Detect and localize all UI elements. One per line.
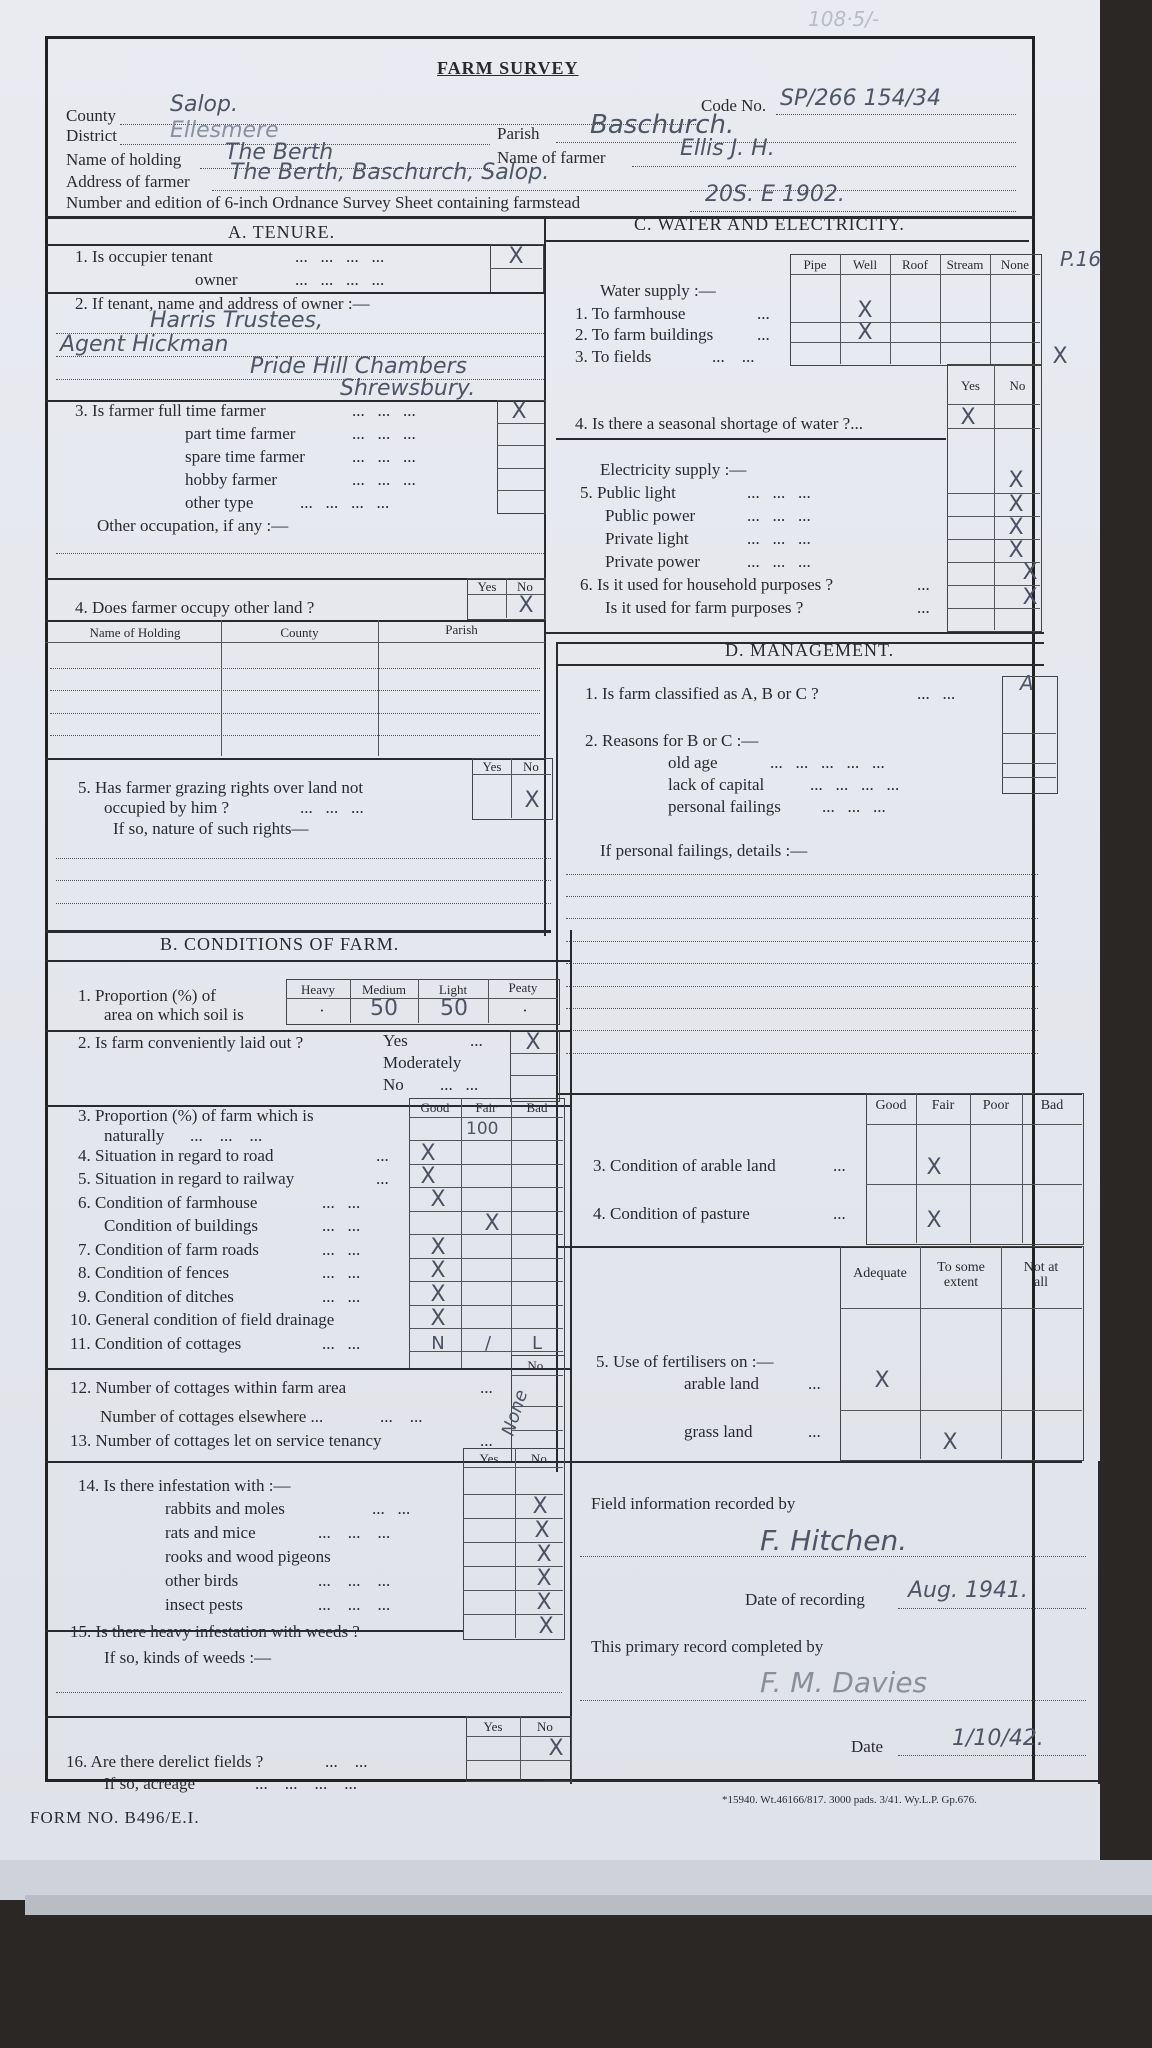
a-q2-line2: Agent Hickman <box>60 332 229 357</box>
c-elec-mark-4: X <box>1008 538 1024 563</box>
b-item-roads: 7. Condition of farm roads <box>78 1240 259 1259</box>
b-mark-cottages: N <box>431 1333 445 1354</box>
a-q3-label: 3. Is farmer full time farmer <box>75 401 266 420</box>
b-q1-label1: 1. Proportion (%) of <box>78 986 216 1005</box>
date-rec-value: Aug. 1941. <box>908 1578 1028 1603</box>
d-col-good: Good <box>875 1098 907 1113</box>
a-q4-no: No <box>517 579 533 594</box>
a-q1-owner: owner <box>195 270 238 289</box>
b-q12b-label: Number of cottages elsewhere ... <box>100 1407 324 1426</box>
section-b-title: B. CONDITIONS OF FARM. <box>160 934 400 954</box>
c-water-row-house: 1. To farmhouse <box>575 304 686 323</box>
b-mark-road: X <box>420 1141 436 1166</box>
county-label: County <box>66 106 117 125</box>
c-elec-private-light: Private light <box>605 529 689 548</box>
d-col-fair: Fair <box>931 1098 955 1113</box>
b-pest-rats: rats and mice <box>165 1523 256 1542</box>
b-q14-no: No <box>531 1451 547 1466</box>
b-soil-light: 50 <box>440 996 468 1021</box>
b-q16-yes: Yes <box>483 1719 503 1734</box>
a-q5-mark: X <box>524 788 540 813</box>
b-col-bad: Bad <box>526 1100 548 1115</box>
a-q4-col-county: County <box>280 625 319 640</box>
c-elec-public-power: Public power <box>605 506 696 525</box>
b-mark-drainage: X <box>430 1306 446 1331</box>
b-item-drainage: 10. General condition of field drainage <box>70 1310 335 1329</box>
a-q4-col-holding: Name of Holding <box>89 625 181 640</box>
b-pest-mark-2: X <box>534 1518 550 1543</box>
a-q4-mark: X <box>518 593 534 618</box>
a-q1-label: 1. Is occupier tenant <box>75 247 213 266</box>
c-elec-mark-5: X <box>1022 560 1038 585</box>
b-mark-roads: X <box>430 1235 446 1260</box>
c-elec-mark-3: X <box>1008 515 1024 540</box>
d-reason-personal: personal failings <box>668 797 781 816</box>
c-elec-mark-2: X <box>1008 492 1024 517</box>
b-cottage-note: None <box>497 1387 533 1439</box>
code-value: SP/266 154/34 <box>780 86 942 111</box>
form-title: FARM SURVEY <box>437 58 579 78</box>
b-soil-medium: 50 <box>370 996 398 1021</box>
a-q3-full-mark: X <box>511 399 527 424</box>
c-col-pipe: Pipe <box>803 257 827 272</box>
a-q3-hobby: hobby farmer <box>185 470 278 489</box>
farmer-label: Name of farmer <box>497 148 606 167</box>
a-q5-label1: 5. Has farmer grazing rights over land not <box>78 778 364 797</box>
holding-label: Name of holding <box>66 150 182 169</box>
code-label: Code No. <box>701 96 767 115</box>
d-q4-label: 4. Condition of pasture <box>593 1204 750 1223</box>
d-fert-arable-mark: X <box>874 1368 890 1393</box>
d-fert-col-not: Not at all <box>1023 1260 1059 1290</box>
holding-value: The Berth <box>225 140 334 165</box>
b-item-road: 4. Situation in regard to road <box>78 1146 274 1165</box>
c-col-stream: Stream <box>946 257 984 272</box>
b-q3-value: 100 <box>466 1119 499 1139</box>
b-pest-mark-5: X <box>536 1590 552 1615</box>
b-q16-no: No <box>537 1719 553 1734</box>
primary-value: F. M. Davies <box>760 1666 928 1699</box>
b-item-buildings: Condition of buildings <box>104 1216 258 1235</box>
b-pest-insects: insect pests <box>165 1595 243 1614</box>
b-item-fences: 8. Condition of fences <box>78 1263 230 1282</box>
b-item-cottages: 11. Condition of cottages <box>70 1334 242 1353</box>
b-q14-yes: Yes <box>479 1451 499 1466</box>
c-water-row-buildings: 2. To farm buildings <box>575 325 714 344</box>
d-q5-label: 5. Use of fertilisers on :— <box>596 1352 774 1371</box>
b-item-farmhouse: 6. Condition of farmhouse <box>78 1193 258 1212</box>
address-label: Address of farmer <box>66 172 190 191</box>
d-col-bad: Bad <box>1040 1098 1064 1113</box>
b-q2-label: 2. Is farm conveniently laid out ? <box>78 1033 304 1052</box>
b-pest-mark-4: X <box>536 1566 552 1591</box>
c-elec-mark-6: X <box>1022 585 1038 610</box>
d-fert-col-some: To some extent <box>937 1260 985 1290</box>
b-item-railway: 5. Situation in regard to railway <box>78 1169 295 1188</box>
d-arable-mark: X <box>926 1155 942 1180</box>
c-side-note: P.16 <box>1060 247 1102 271</box>
c-no: No <box>1009 378 1026 393</box>
b-q2-yes: Yes <box>383 1031 408 1050</box>
os-label: Number and edition of 6-inch Ordnance Survey Sheet containing farmstead <box>66 193 581 212</box>
b-q15-sub: If so, kinds of weeds :— <box>104 1648 272 1667</box>
b-pest-rooks: rooks and wood pigeons <box>165 1547 331 1566</box>
date-label: Date <box>851 1737 884 1756</box>
a-q1-tenant-mark: X <box>508 244 524 269</box>
c-q4-mark: X <box>960 405 976 430</box>
c-water-label: Water supply :— <box>600 281 716 300</box>
date-value: 1/10/42. <box>952 1726 1044 1751</box>
b-q2-mark: X <box>525 1030 541 1055</box>
d-pasture-mark: X <box>926 1208 942 1233</box>
primary-label: This primary record completed by <box>591 1637 824 1656</box>
c-col-roof: Roof <box>902 257 928 272</box>
d-reason-age: old age <box>668 753 718 772</box>
d-details-label: If personal failings, details :— <box>600 841 808 860</box>
d-fert-arable: arable land <box>684 1374 760 1393</box>
b-mark-ditches: X <box>430 1282 446 1307</box>
d-q3-label: 3. Condition of arable land <box>593 1156 776 1175</box>
d-col-poor: Poor <box>982 1098 1010 1113</box>
county-value: Salop. <box>170 92 238 117</box>
b-col-fair: Fair <box>475 1100 497 1115</box>
b-q15-label: 15. Is there heavy infestation with weeds ? <box>70 1622 360 1641</box>
b-q16-sub: If so, acreage <box>104 1774 196 1793</box>
c-elec-household: 6. Is it used for household purposes ? <box>580 575 834 594</box>
b-soil-col-medium: Medium <box>361 982 407 997</box>
c-col-none: None <box>1000 257 1030 272</box>
c-yes: Yes <box>961 378 980 393</box>
b-soil-col-peaty: Peaty <box>508 980 538 995</box>
b-pest-birds: other birds <box>165 1571 239 1590</box>
b-q1-label2: area on which soil is <box>104 1005 244 1024</box>
district-label: District <box>66 126 117 145</box>
c-house-well-mark: X <box>857 298 873 323</box>
a-q4-label: 4. Does farmer occupy other land ? <box>75 598 315 617</box>
a-q5-label2: occupied by him ? <box>104 798 230 817</box>
a-q5-no: No <box>523 759 539 774</box>
b-q3-label1: 3. Proportion (%) of farm which is <box>78 1106 314 1125</box>
b-mark-cottages-fair: / <box>484 1333 492 1354</box>
a-q4-yes: Yes <box>477 579 497 594</box>
a-q2-line4: Shrewsbury. <box>340 376 476 401</box>
b-q3-label2: naturally <box>104 1126 165 1145</box>
b-q15-mark: X <box>538 1614 554 1639</box>
a-q4-col-parish: Parish <box>445 622 478 637</box>
parish-value: Baschurch. <box>590 110 735 140</box>
b-q16-label: 16. Are there derelict fields ? <box>66 1752 264 1771</box>
d-q1-value: A <box>1020 671 1034 695</box>
b-mark-cottages-bad: L <box>531 1333 543 1354</box>
d-q2-label: 2. Reasons for B or C :— <box>585 731 759 750</box>
section-c-title: C. WATER AND ELECTRICITY. <box>634 214 905 234</box>
b-soil-col-heavy: Heavy <box>301 982 335 997</box>
b-q13-label: 13. Number of cottages let on service tenancy <box>70 1431 382 1450</box>
c-elec-private-power: Private power <box>605 552 700 571</box>
b-pest-rabbits: rabbits and moles <box>165 1499 285 1518</box>
a-q5-yes: Yes <box>482 759 502 774</box>
field-info-value: F. Hitchen. <box>760 1524 908 1557</box>
d-reason-capital: lack of capital <box>668 775 765 794</box>
a-q2-line1: Harris Trustees, <box>150 308 324 333</box>
sheet-edge <box>0 1860 1152 1900</box>
c-water-row-fields: 3. To fields <box>575 347 652 366</box>
d-fert-col-adequate: Adequate <box>853 1266 907 1281</box>
b-no-label: No. <box>527 1358 547 1373</box>
b-pest-mark-3: X <box>536 1542 552 1567</box>
a-q2-line3: Pride Hill Chambers <box>250 354 468 379</box>
c-elec-mark-1: X <box>1008 468 1024 493</box>
date-rec-label: Date of recording <box>745 1590 865 1609</box>
b-pest-mark-1: X <box>532 1494 548 1519</box>
print-info: *15940. Wt.46166/817. 3000 pads. 3/41. Wy.L.P. Gp.676. <box>722 1794 977 1806</box>
c-col-well: Well <box>852 257 878 272</box>
a-q3-other-occ: Other occupation, if any :— <box>97 516 289 535</box>
parish-label: Parish <box>497 124 540 143</box>
c-fields-mark: X <box>1052 344 1068 369</box>
b-mark-fences: X <box>430 1258 446 1283</box>
section-a-title: A. TENURE. <box>228 222 336 242</box>
c-buildings-well-mark: X <box>857 320 873 345</box>
a-q5-label3: If so, nature of such rights— <box>113 819 309 838</box>
c-q4-label: 4. Is there a seasonal shortage of water ?... <box>575 414 863 433</box>
b-q12-label: 12. Number of cottages within farm area <box>70 1378 347 1397</box>
top-scribble: 108·5/- <box>808 7 880 31</box>
section-d-title: D. MANAGEMENT. <box>725 640 895 660</box>
a-q3-other: other type <box>185 493 254 512</box>
c-elec-label: Electricity supply :— <box>600 460 747 479</box>
b-soil-peaty: · <box>522 1001 528 1020</box>
b-mark-farmhouse: X <box>430 1187 446 1212</box>
district-value: Ellesmere <box>170 118 279 143</box>
address-value: The Berth, Baschurch, Salop. <box>230 160 550 185</box>
sheet-edge-lower <box>25 1895 1152 1915</box>
a-q2-label: 2. If tenant, name and address of owner :— <box>75 294 370 313</box>
b-q2-moderately: Moderately <box>383 1053 462 1072</box>
a-q3-spare: spare time farmer <box>185 447 305 466</box>
b-item-ditches: 9. Condition of ditches <box>78 1287 234 1306</box>
farmer-value: Ellis J. H. <box>680 136 775 161</box>
b-mark-railway: X <box>420 1164 436 1189</box>
d-fert-grass-mark: X <box>942 1430 958 1455</box>
c-elec-public-light: 5. Public light <box>580 483 676 502</box>
b-q14-label: 14. Is there infestation with :— <box>78 1476 291 1495</box>
os-value: 20S. E 1902. <box>705 182 845 207</box>
b-q2-no: No <box>383 1075 404 1094</box>
b-mark-buildings: X <box>484 1211 500 1236</box>
d-fert-grass: grass land <box>684 1422 753 1441</box>
b-soil-col-light: Light <box>438 982 468 997</box>
b-q16-mark: X <box>548 1736 564 1761</box>
b-col-good: Good <box>420 1100 450 1115</box>
a-q3-part: part time farmer <box>185 424 296 443</box>
form-number: FORM NO. B496/E.I. <box>30 1808 200 1827</box>
b-soil-heavy: · <box>319 1001 325 1020</box>
c-elec-farm: Is it used for farm purposes ? <box>605 598 804 617</box>
field-info-label: Field information recorded by <box>591 1494 796 1513</box>
d-q1-label: 1. Is farm classified as A, B or C ? <box>585 684 819 703</box>
